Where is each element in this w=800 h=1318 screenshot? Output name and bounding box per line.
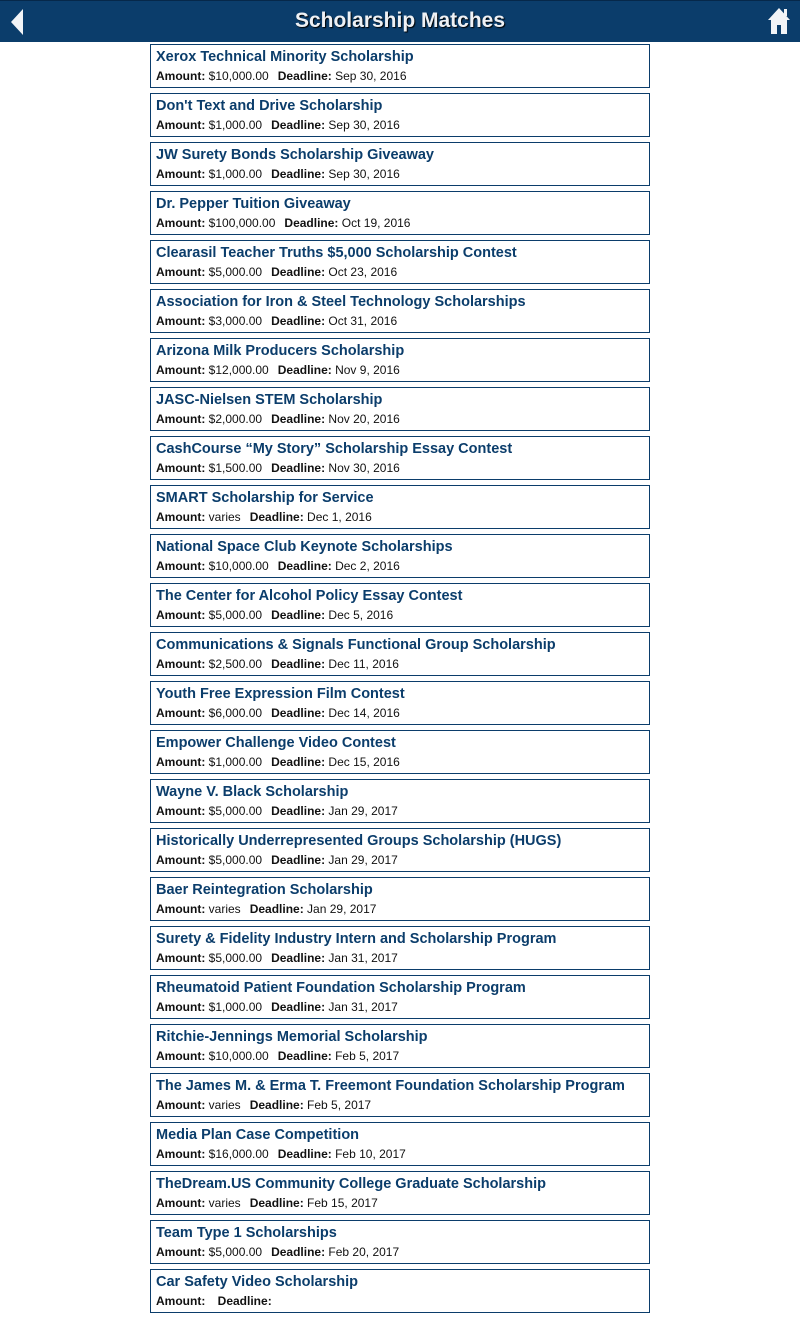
amount-value: $5,000.00	[208, 1245, 263, 1259]
deadline-value: Dec 1, 2016	[307, 510, 372, 524]
amount-value: $5,000.00	[208, 951, 263, 965]
scholarship-card[interactable]	[150, 1024, 650, 1068]
scholarship-name: The Center for Alcohol Policy Essay Contest	[156, 588, 463, 604]
scholarship-meta	[156, 901, 644, 917]
amount-value: $1,000.00	[208, 755, 263, 769]
deadline-value: Nov 30, 2016	[328, 461, 400, 475]
deadline-value: Jan 29, 2017	[328, 853, 398, 867]
scholarship-meta	[156, 215, 644, 231]
deadline-value: Jan 29, 2017	[307, 902, 377, 916]
scholarship-card[interactable]	[150, 1073, 650, 1117]
deadline-value: Feb 5, 2017	[335, 1049, 400, 1063]
deadline-label: Deadline:	[277, 363, 332, 377]
scholarship-meta	[156, 558, 644, 574]
scholarship-meta	[156, 166, 644, 182]
scholarship-name: SMART Scholarship for Service	[156, 490, 374, 506]
amount-label: Amount:	[156, 1000, 206, 1014]
scholarship-card[interactable]	[150, 191, 650, 235]
scholarship-card[interactable]	[150, 1220, 650, 1264]
scholarship-card[interactable]	[150, 387, 650, 431]
scholarship-card[interactable]	[150, 338, 650, 382]
deadline-value: Dec 11, 2016	[328, 657, 399, 671]
scholarship-card[interactable]	[150, 436, 650, 480]
amount-label: Amount:	[156, 216, 206, 230]
amount-label: Amount:	[156, 314, 206, 328]
amount-label: Amount:	[156, 951, 206, 965]
scholarship-card[interactable]	[150, 779, 650, 823]
deadline-value: Feb 20, 2017	[328, 1245, 400, 1259]
scholarship-meta	[156, 1146, 644, 1162]
scholarship-name: TheDream.US Community College Graduate Scholarship	[156, 1176, 546, 1192]
deadline-value: Oct 19, 2016	[341, 216, 411, 230]
scholarship-card[interactable]	[150, 877, 650, 921]
scholarship-card[interactable]	[150, 926, 650, 970]
amount-label: Amount:	[156, 461, 206, 475]
scholarship-name: Association for Iron & Steel Technology Scholarships	[156, 294, 526, 310]
home-icon[interactable]	[767, 7, 791, 35]
amount-label: Amount:	[156, 902, 206, 916]
deadline-label: Deadline:	[271, 265, 326, 279]
amount-value: $10,000.00	[208, 1049, 269, 1063]
scholarship-meta	[156, 656, 644, 672]
deadline-label: Deadline:	[277, 1147, 332, 1161]
scholarship-meta	[156, 1293, 644, 1309]
scholarship-name: Don't Text and Drive Scholarship	[156, 98, 383, 114]
scholarship-meta	[156, 754, 644, 770]
scholarship-meta	[156, 705, 644, 721]
scholarship-meta	[156, 313, 644, 329]
amount-label: Amount:	[156, 1196, 206, 1210]
amount-label: Amount:	[156, 657, 206, 671]
deadline-label: Deadline:	[271, 1245, 326, 1259]
scholarship-meta	[156, 117, 644, 133]
amount-label: Amount:	[156, 608, 206, 622]
scholarship-name: Wayne V. Black Scholarship	[156, 784, 349, 800]
deadline-value: Nov 9, 2016	[335, 363, 400, 377]
scholarship-name: Empower Challenge Video Contest	[156, 735, 396, 751]
amount-label: Amount:	[156, 412, 206, 426]
deadline-value: Feb 15, 2017	[307, 1196, 378, 1210]
app-header	[0, 0, 800, 42]
scholarship-name: JASC-Nielsen STEM Scholarship	[156, 392, 383, 408]
page-title: Scholarship Matches	[294, 9, 506, 32]
amount-label: Amount:	[156, 755, 206, 769]
deadline-value: Feb 10, 2017	[335, 1147, 406, 1161]
deadline-label: Deadline:	[271, 412, 326, 426]
scholarship-card[interactable]	[150, 632, 650, 676]
amount-value: $100,000.00	[208, 216, 276, 230]
amount-label: Amount:	[156, 510, 206, 524]
deadline-label: Deadline:	[284, 216, 339, 230]
scholarship-name: Baer Reintegration Scholarship	[156, 882, 373, 898]
amount-label: Amount:	[156, 167, 206, 181]
amount-value: $1,000.00	[208, 1000, 263, 1014]
amount-value: $5,000.00	[208, 265, 263, 279]
scholarship-name: JW Surety Bonds Scholarship Giveaway	[156, 147, 434, 163]
scholarship-meta	[156, 362, 644, 378]
scholarship-meta	[156, 1048, 644, 1064]
deadline-value: Nov 20, 2016	[328, 412, 400, 426]
deadline-label: Deadline:	[277, 69, 332, 83]
amount-label: Amount:	[156, 363, 206, 377]
scholarship-meta	[156, 852, 644, 868]
scholarship-meta	[156, 607, 644, 623]
deadline-label: Deadline:	[249, 510, 304, 524]
scholarship-meta	[156, 803, 644, 819]
scholarship-name: CashCourse “My Story” Scholarship Essay Contest	[156, 441, 513, 457]
deadline-value: Oct 31, 2016	[328, 314, 398, 328]
scholarship-card[interactable]	[150, 975, 650, 1019]
scholarship-meta	[156, 1244, 644, 1260]
scholarship-name: Team Type 1 Scholarships	[156, 1225, 337, 1241]
scholarship-card[interactable]	[150, 828, 650, 872]
scholarship-name: Rheumatoid Patient Foundation Scholarship Program	[156, 980, 526, 996]
deadline-value: Sep 30, 2016	[328, 118, 400, 132]
deadline-label: Deadline:	[271, 118, 326, 132]
deadline-value: Oct 23, 2016	[328, 265, 398, 279]
deadline-value: Jan 29, 2017	[328, 804, 398, 818]
scholarship-card[interactable]	[150, 730, 650, 774]
amount-value: varies	[208, 902, 241, 916]
deadline-label: Deadline:	[249, 1098, 304, 1112]
scholarship-card[interactable]	[150, 534, 650, 578]
scholarship-card[interactable]	[150, 681, 650, 725]
scholarship-meta	[156, 1195, 644, 1211]
scholarship-name: The James M. & Erma T. Freemont Foundation Scholarship Program	[156, 1078, 625, 1094]
amount-value: $12,000.00	[208, 363, 269, 377]
scholarship-card[interactable]	[150, 1171, 650, 1215]
deadline-label: Deadline:	[271, 804, 326, 818]
amount-label: Amount:	[156, 1098, 206, 1112]
scholarship-card[interactable]	[150, 485, 650, 529]
deadline-label: Deadline:	[271, 167, 326, 181]
amount-label: Amount:	[156, 1294, 206, 1308]
scholarship-name: Arizona Milk Producers Scholarship	[156, 343, 405, 359]
deadline-value: Dec 15, 2016	[328, 755, 400, 769]
scholarship-name: Communications & Signals Functional Group Scholarship	[156, 637, 556, 653]
scholarship-list	[150, 44, 650, 1318]
deadline-value: Sep 30, 2016	[335, 69, 407, 83]
amount-value: $5,000.00	[208, 804, 263, 818]
amount-value: $6,000.00	[208, 706, 263, 720]
deadline-label: Deadline:	[249, 902, 304, 916]
amount-label: Amount:	[156, 69, 206, 83]
deadline-value: Dec 2, 2016	[335, 559, 400, 573]
amount-label: Amount:	[156, 1147, 206, 1161]
scholarship-card[interactable]	[150, 93, 650, 137]
amount-value: $2,000.00	[208, 412, 263, 426]
deadline-label: Deadline:	[271, 951, 326, 965]
scholarship-name: Media Plan Case Competition	[156, 1127, 360, 1143]
amount-value: $1,000.00	[208, 118, 263, 132]
scholarship-name: Historically Underrepresented Groups Scholarship (HUGS)	[156, 833, 562, 849]
scholarship-card[interactable]	[150, 1269, 650, 1313]
deadline-label: Deadline:	[217, 1294, 272, 1308]
deadline-label: Deadline:	[271, 706, 326, 720]
scholarship-name: Youth Free Expression Film Contest	[156, 686, 405, 702]
amount-label: Amount:	[156, 853, 206, 867]
scholarship-meta	[156, 68, 644, 84]
amount-value: $10,000.00	[208, 559, 269, 573]
scholarship-card[interactable]	[150, 583, 650, 627]
scholarship-meta	[156, 411, 644, 427]
scholarship-meta	[156, 509, 644, 525]
scholarship-meta	[156, 1097, 644, 1113]
deadline-value: Dec 5, 2016	[328, 608, 394, 622]
amount-value: varies	[208, 1196, 241, 1210]
amount-label: Amount:	[156, 706, 206, 720]
deadline-label: Deadline:	[271, 657, 326, 671]
scholarship-card[interactable]	[150, 44, 650, 88]
amount-value: $16,000.00	[208, 1147, 269, 1161]
deadline-label: Deadline:	[277, 559, 332, 573]
amount-value: $2,500.00	[208, 657, 263, 671]
scholarship-card[interactable]	[150, 289, 650, 333]
scholarship-name: Clearasil Teacher Truths $5,000 Scholarship Contest	[156, 245, 517, 261]
amount-value: $5,000.00	[208, 608, 263, 622]
deadline-value: Jan 31, 2017	[328, 1000, 398, 1014]
scholarship-name: Ritchie-Jennings Memorial Scholarship	[156, 1029, 428, 1045]
deadline-label: Deadline:	[277, 1049, 332, 1063]
deadline-label: Deadline:	[271, 608, 326, 622]
amount-label: Amount:	[156, 559, 206, 573]
deadline-label: Deadline:	[249, 1196, 304, 1210]
amount-label: Amount:	[156, 1245, 206, 1259]
scholarship-name: Xerox Technical Minority Scholarship	[156, 49, 414, 65]
deadline-label: Deadline:	[271, 853, 326, 867]
amount-value: $1,000.00	[208, 167, 263, 181]
scholarship-name: National Space Club Keynote Scholarships	[156, 539, 453, 555]
scholarship-card[interactable]	[150, 240, 650, 284]
deadline-label: Deadline:	[271, 314, 326, 328]
deadline-value: Dec 14, 2016	[328, 706, 400, 720]
deadline-label: Deadline:	[271, 1000, 326, 1014]
deadline-value: Jan 31, 2017	[328, 951, 398, 965]
deadline-label: Deadline:	[271, 461, 326, 475]
deadline-value: Feb 5, 2017	[307, 1098, 372, 1112]
amount-value: $5,000.00	[208, 853, 263, 867]
scholarship-name: Dr. Pepper Tuition Giveaway	[156, 196, 351, 212]
amount-value: varies	[208, 510, 241, 524]
amount-label: Amount:	[156, 1049, 206, 1063]
amount-label: Amount:	[156, 265, 206, 279]
scholarship-meta	[156, 950, 644, 966]
amount-value: $1,500.00	[208, 461, 263, 475]
scholarship-meta	[156, 460, 644, 476]
scholarship-meta	[156, 264, 644, 280]
scholarship-name: Surety & Fidelity Industry Intern and Scholarship Program	[156, 931, 557, 947]
scholarship-meta	[156, 999, 644, 1015]
amount-value: $10,000.00	[208, 69, 269, 83]
amount-label: Amount:	[156, 118, 206, 132]
scholarship-card[interactable]	[150, 1122, 650, 1166]
amount-value: varies	[208, 1098, 241, 1112]
deadline-label: Deadline:	[271, 755, 326, 769]
amount-value: $3,000.00	[208, 314, 263, 328]
amount-label: Amount:	[156, 804, 206, 818]
scholarship-card[interactable]	[150, 142, 650, 186]
scholarship-name: Car Safety Video Scholarship	[156, 1274, 358, 1290]
deadline-value: Sep 30, 2016	[328, 167, 400, 181]
